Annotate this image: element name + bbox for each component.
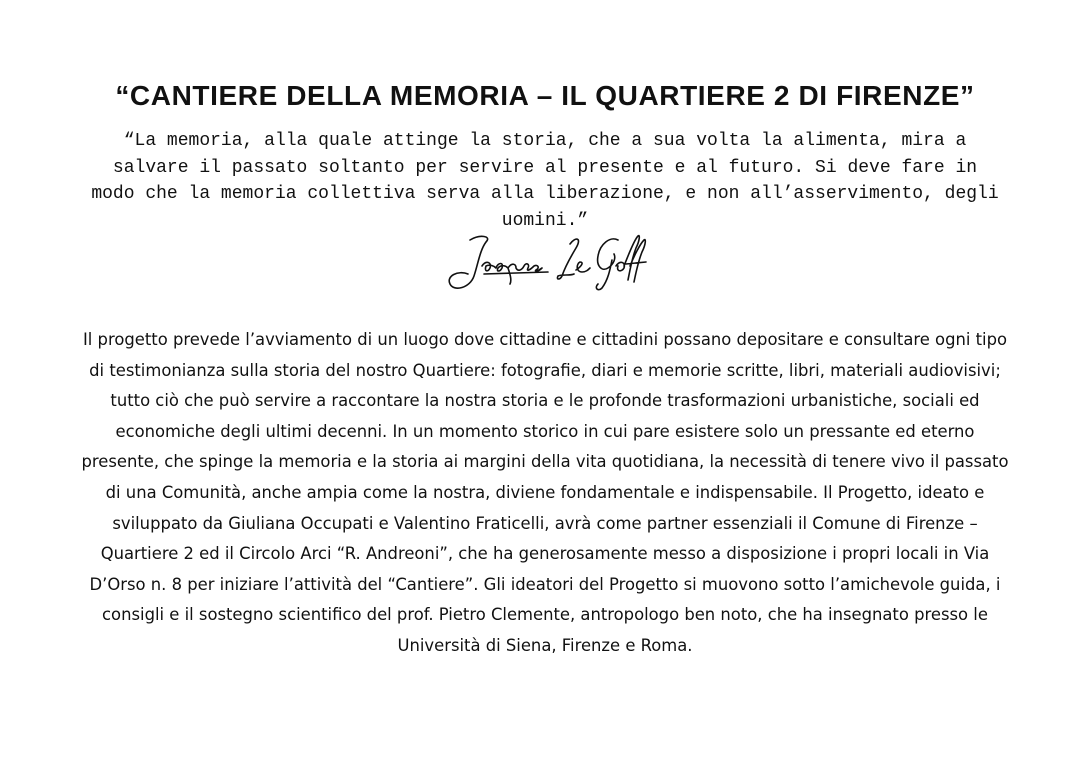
signature-jacques-le-goff	[440, 230, 650, 296]
quote-text: “La memoria, alla quale attinge la storia, che a sua volta la alimenta, mira a salvare il passato soltanto per servire al presente e al futuro. Si deve fare in modo che la memoria collettiva serva alla liberazione, e non all’asservimento, degli uomini.”	[91, 131, 999, 231]
project-description: Il progetto prevede l’avviamento di un luogo dove cittadine e cittadini possano depositare e consultare ogni tipo di testimonianza sulla storia del nostro Quartiere: fotografie, diari e memorie scritte, libri, materiali audiovisivi; tutto ciò che può servire a raccontare la nostra storia e le profonde trasformazioni urbanistiche, sociali ed economiche degli ultimi decenni. In un momento storico in cui pare esistere solo un pressante ed eterno presente, che spinge la memoria e la storia ai margini della vita quotidiana, la necessità di tenere vivo il passato di una Comunità, anche ampia come la nostra, diviene fondamentale e indispensabile. Il Progetto, ideato e sviluppato da Giuliana Occupati e Valentino Fraticelli, avrà come partner essenziali il Comune di Firenze – Quartiere 2 ed il Circolo Arci “R. Andreoni”, che ha generosamente messo a disposizione i propri locali in Via D’Orso n. 8 per iniziare l’attività del “Cantiere”. Gli ideatori del Progetto si muovono sotto l’amichevole guida, i consigli e il sostegno scientifico del prof. Pietro Clemente, antropologo ben noto, che ha insegnato presso le Università di Siena, Firenze e Roma.	[81, 330, 1009, 655]
document-title: “CANTIERE DELLA MEMORIA – IL QUARTIERE 2 DI FIRENZE”	[115, 80, 975, 111]
